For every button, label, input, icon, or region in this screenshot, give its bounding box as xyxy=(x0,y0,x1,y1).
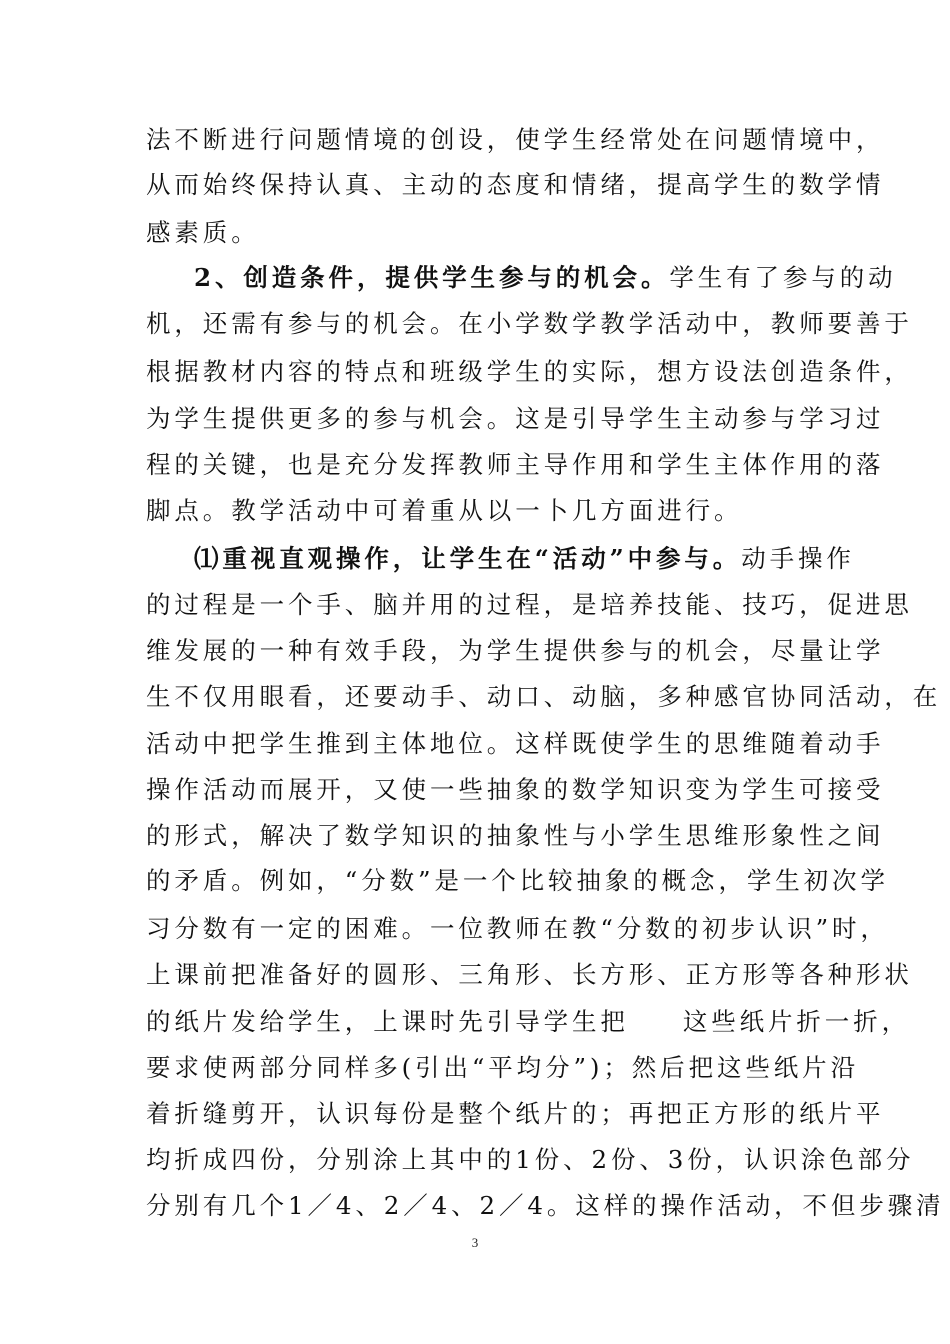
text-line: 活动中把学生推到主体地位。这样既使学生的思维随着动手 xyxy=(146,729,885,758)
text-line: 上课前把准备好的圆形、三角形、长方形、正方形等各种形状 xyxy=(146,960,913,989)
text-line: 均折成四份，分别涂上其中的1份、2份、3份，认识涂色部分 xyxy=(146,1145,915,1174)
text-line: 习分数有一定的困难。一位教师在教“分数的初步认识”时， xyxy=(146,914,889,943)
text-line: 从而始终保持认真、主动的态度和情绪，提高学生的数学情 xyxy=(146,170,885,199)
text-run: 这些纸片折一折， xyxy=(682,1007,911,1036)
text-line: 法不断进行问题情境的创设，使学生经常处在问题情境中， xyxy=(146,125,885,154)
text-line: 感素质。 xyxy=(146,218,260,247)
text-line: 操作活动而展开，又使一些抽象的数学知识变为学生可接受 xyxy=(146,775,885,804)
text-line: 为学生提供更多的参与机会。这是引导学生主动参与学习过 xyxy=(146,404,885,433)
text-run: 学生有了参与的动 xyxy=(669,263,897,292)
text-line: 的形式，解决了数学知识的抽象性与小学生思维形象性之间 xyxy=(146,821,885,850)
text-line: 要求使两部分同样多(引出“平均分”)；然后把这些纸片沿 xyxy=(146,1053,859,1082)
paragraph-start-line xyxy=(194,257,897,299)
text-line: 机，还需有参与的机会。在小学数学教学活动中，教师要善于 xyxy=(146,309,913,338)
text-line xyxy=(146,1001,911,1043)
text-line: 根据教材内容的特点和班级学生的实际，想方设法创造条件， xyxy=(146,357,913,386)
text-run: 的纸片发给学生，上课时先引导学生把 xyxy=(146,1007,629,1036)
text-line: 的矛盾。例如，“分数”是一个比较抽象的概念，学生初次学 xyxy=(146,866,889,895)
paragraph-start-line xyxy=(194,538,855,580)
text-line: 脚点。教学活动中可着重从以一卜几方面进行。 xyxy=(146,496,743,525)
text-line: 分别有几个1／4、2／4、2／4。这样的操作活动，不但步骤清 xyxy=(146,1191,945,1220)
text-line: 维发展的一种有效手段，为学生提供参与的机会，尽量让学 xyxy=(146,636,885,665)
text-line: 程的关键，也是充分发挥教师主导作用和学生主体作用的落 xyxy=(146,450,885,479)
section-heading: 2、创造条件，提供学生参与的机会。 xyxy=(194,263,670,292)
text-line: 的过程是一个手、脑并用的过程，是培养技能、技巧，促进思 xyxy=(146,590,913,619)
text-line: 生不仅用眼看，还要动手、动口、动脑，多种感官协同活动，在 xyxy=(146,682,942,711)
text-run: 动手操作 xyxy=(741,544,855,573)
text-line: 着折缝剪开，认识每份是整个纸片的；再把正方形的纸片平 xyxy=(146,1099,885,1128)
page-number: 3 xyxy=(471,1235,479,1250)
subsection-heading: ⑴重视直观操作，让学生在“活动”中参与。 xyxy=(194,544,742,573)
